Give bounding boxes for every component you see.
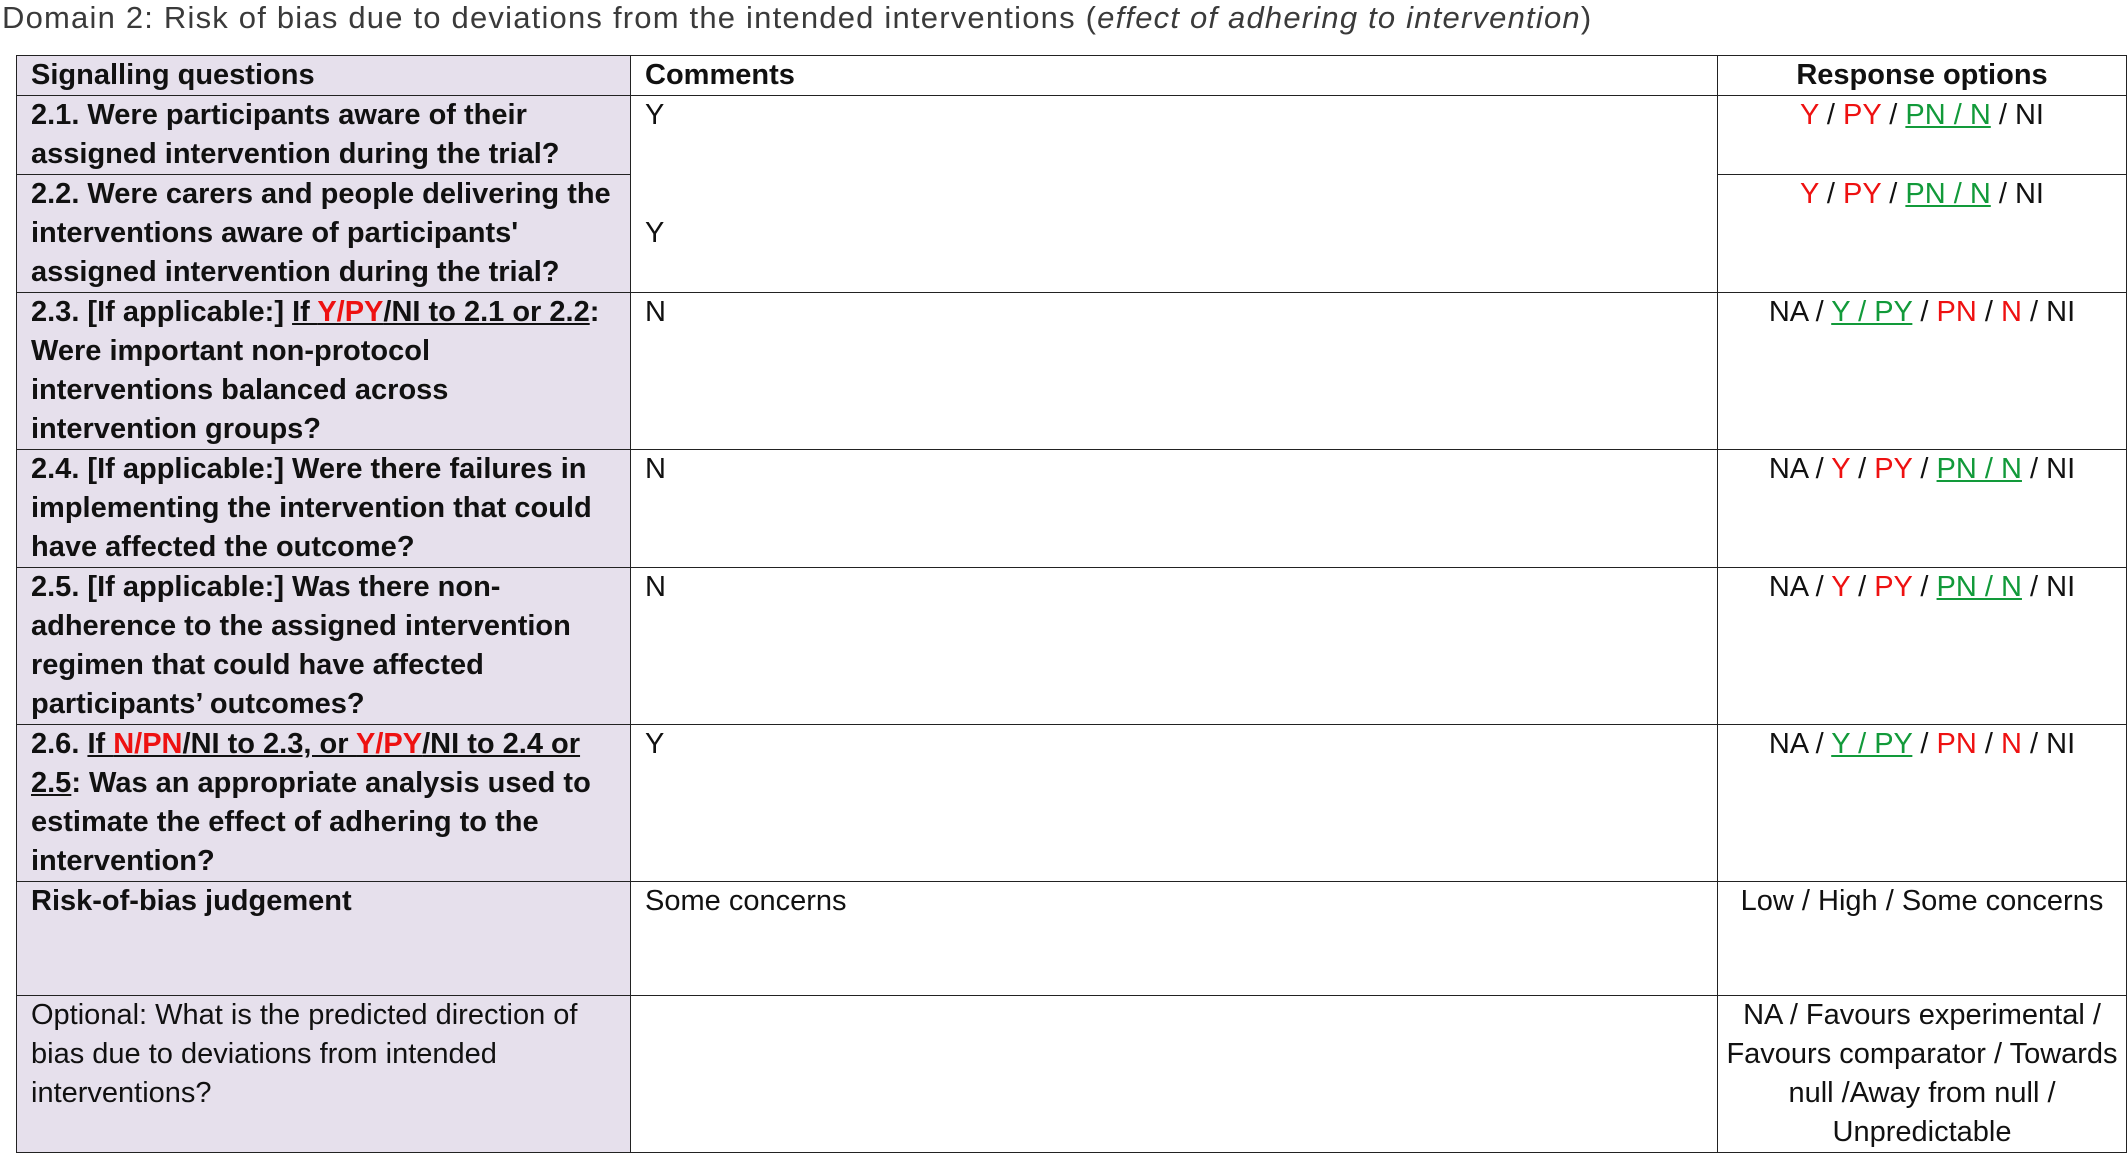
comment-2-2[interactable]: Y — [631, 175, 1718, 293]
table-row — [17, 175, 2127, 293]
question-2-3: 2.3. [If applicable:] If Y/PY/NI to 2.1 or 2.2: Were important non-protocol interventions balanced across intervention groups? — [17, 293, 631, 450]
response-options-2-5: NA / Y / PY / PN / N / NI — [1718, 568, 2127, 725]
question-2-1: 2.1. Were participants aware of their assigned intervention during the trial? — [17, 96, 631, 175]
table-row — [17, 450, 2127, 568]
optional-direction-options: NA / Favours experimental / Favours comparator / Towards null /Away from null / Unpredictable — [1718, 996, 2127, 1153]
question-2-5: 2.5. [If applicable:] Was there non-adherence to the assigned intervention regimen that could have affected participants’ outcomes? — [17, 568, 631, 725]
table-row — [17, 725, 2127, 882]
table-row — [17, 96, 2127, 175]
column-header-responses: Response options — [1718, 56, 2127, 96]
question-2-2: 2.2. Were carers and people delivering the interventions aware of participants' assigned intervention during the trial? — [17, 175, 631, 293]
table-row — [17, 568, 2127, 725]
comment-2-3[interactable]: N — [631, 293, 1718, 450]
table-row — [17, 293, 2127, 450]
question-2-4: 2.4. [If applicable:] Were there failures in implementing the intervention that could have affected the outcome? — [17, 450, 631, 568]
comment-2-6[interactable]: Y — [631, 725, 1718, 882]
optional-direction-label: Optional: What is the predicted direction of bias due to deviations from intended interventions? — [17, 996, 631, 1153]
comment-2-5[interactable]: N — [631, 568, 1718, 725]
question-2-6: 2.6. If N/PN/NI to 2.3, or Y/PY/NI to 2.4 or 2.5: Was an appropriate analysis used to estimate the effect of adhering to the intervention? — [17, 725, 631, 882]
comment-2-1[interactable]: Y — [631, 96, 1718, 175]
response-options-2-3: NA / Y / PY / PN / N / NI — [1718, 293, 2127, 450]
judgement-options: Low / High / Some concerns — [1718, 882, 2127, 996]
judgement-row — [17, 882, 2127, 996]
signalling-questions-table — [16, 55, 2127, 1153]
optional-direction-comment[interactable] — [631, 996, 1718, 1153]
response-options-2-1: Y / PY / PN / N / NI — [1718, 96, 2127, 175]
judgement-comment[interactable]: Some concerns — [631, 882, 1718, 996]
comment-2-4[interactable]: N — [631, 450, 1718, 568]
judgement-label: Risk-of-bias judgement — [17, 882, 631, 996]
response-options-2-4: NA / Y / PY / PN / N / NI — [1718, 450, 2127, 568]
response-options-2-2: Y / PY / PN / N / NI — [1718, 175, 2127, 293]
response-options-2-6: NA / Y / PY / PN / N / NI — [1718, 725, 2127, 882]
table-header-row — [17, 56, 2127, 96]
optional-row — [17, 996, 2127, 1153]
column-header-comments: Comments — [631, 56, 1718, 96]
page-title: Domain 2: Risk of bias due to deviations from the intended interventions (effect of adhering to intervention) — [2, 0, 1593, 35]
column-header-questions: Signalling questions — [17, 56, 631, 96]
